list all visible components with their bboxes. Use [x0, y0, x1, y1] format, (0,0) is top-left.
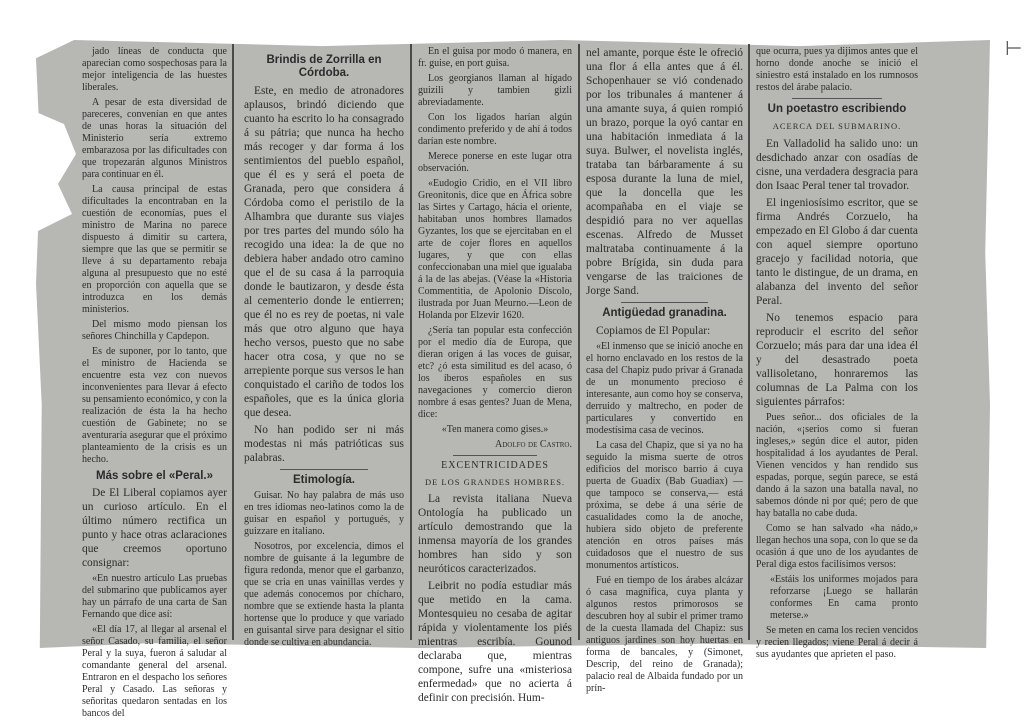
paragraph: Del mismo modo piensan los señores Chinchilla y Capdepon. — [82, 319, 227, 342]
column-rule — [748, 44, 750, 640]
column-4 — [586, 46, 743, 698]
paragraph: Es de suponer, por lo tanto, que el ministro de Hacienda se encuentre esta vez con nuevos inconvenientes para llevar á efecto su pensamiento económico, y con la realización de ésta la ha hecho cuestión de Gabinete; no se aventuraría asegurar que el próximo planteamiento de la crisis es un hecho. — [82, 346, 227, 465]
paragraph: La revista italiana Nueva Ontología ha publicado un artículo demostrando que la inmensa mayoría de los grandes hombres han sido y son neuróticos caracterizados. — [418, 493, 572, 575]
quote: «Ten manera como gises.» — [441, 424, 549, 435]
divider — [453, 455, 538, 456]
column-5 — [756, 46, 918, 664]
paragraph: Nosotros, por excelencia, dimos el nombre de guisante á la legumbre de figura redonda, menor que el garbanzo, que se cria en unas vainillas verdes y que además conocemos por chícharo, nombre que se extiende hasta la planta hortense que lo produce y que variado en guisantal sirve para designar el sitio donde se cultiva en abundancia. — [244, 541, 404, 649]
paragraph: A pesar de esta diversidad de pareceres, convenían en que antes de unas horas la situación del Ministerio sería extremo embarazosa por las dificultades con que tropezarán algunos Ministros para continuar en él. — [82, 97, 227, 180]
paragraph: En Valladolid ha salido uno: un desdichado anzar con osadías de cisne, una verdadera desgracia para don Isaac Peral tener tal trovador. — [756, 137, 918, 192]
section-heading: Antigüedad granadina. — [602, 307, 727, 319]
paragraph: El ingeniosísimo escritor, que se firma Andrés Corzuelo, ha empezado en El Globo á dar cuenta con aquel siempre oportuno gracejo y facilidad notoria, que tanto le distingue, de un drama, en alabanza del invento del señor Peral. — [756, 196, 918, 307]
paragraph: «El inmenso que se inició anoche en el horno enclavado en los restos de la casa del Chapiz pudo privar á Granada de un monumento precioso é interesante, aun como hoy se conserva, derruido y maltrecho, en poder de particulares y convertido en modestísima casa de vecinos. — [586, 340, 743, 436]
paragraph: «Eudogio Cridio, en el VII libro Greonitonis, dice que en África sobre las Sirtes y Cartago, hácia el oriente, habitaban unos hombres llamados Gyzantes, los que se ejercitaban en el arte de cojer flores en aquellos lugares, y que con ellas confeccionaban una miel que igualaba á la de las abejas. (Véase la «Historia Commentitia, de Apolonio Díscolo, ilustrada por Juan Meurno.—Leon de Holanda por Elzevir 1620. — [418, 178, 572, 321]
paragraph: En el guisa por modo ó manera, en fr. guise, en port guisa. — [418, 46, 572, 69]
paragraph: que ocurra, pues ya dijimos antes que el horno donde anoche se inició el siniestro está instalado en los rumnosos restos del árabe palacio. — [756, 46, 918, 93]
paragraph: Este, en medio de atronadores aplausos, brindó diciendo que cuanto ha escrito lo ha consagrado á su pátria; que nunca ha hecho más recoger y dar forma á los sentimientos del pueblo español, que él es y será el poeta de Granada, pero que considera á Córdoba como el peristilo de la Alhambra que durante sus viajes por tres partes del mundo sólo ha recogido una idea: la de que no debiera haber andado otro camino que el de su casa á la parroquia donde le bautizaron, y desde ésta al cementerio donde le entierren; que él no es rey de poetas, ni vale más que otro alguno que haya hecho versos, puesto que no sabe hacer otra cosa, y que no se arrepiente porque sus versos le han conquistado el cariño de todos los españoles, que es la única gloria que desea. — [244, 84, 404, 419]
divider — [280, 469, 368, 470]
paragraph: La casa del Chapiz, que si ya no ha seguido la misma suerte de otros edificios del morisco barrio á cuya puerta de Guadix (Bab Guadiax) — que tampoco se conserva,— está próxima, se debe á una série de casualidades como la de anoche, hubiera sido objeto de preferente atención en otros países más cuidadosos que el nuestro de sus monumentos artísticos. — [586, 439, 743, 571]
divider — [621, 302, 707, 303]
section-heading: EXCENTRICIDADES — [441, 460, 549, 471]
paragraph: No han podido ser ni más modestas ni más patrióticas sus palabras. — [244, 423, 404, 464]
paragraph: De El Liberal copiamos ayer un curioso artículo. En el último número rectifica un punto y hace otras aclaraciones que creemos oportuno consignar: — [82, 487, 227, 569]
paragraph: Guisar. No hay palabra de más uso en tres idiomas neo-latinos como la de guisar en español y portugués, y guizzare en italiano. — [244, 490, 404, 538]
column-1 — [82, 46, 227, 723]
crop-mark-icon: ⊢ — [1005, 36, 1023, 60]
paragraph: No tenemos espacio para reproducir el escrito del señor Corzuelo; más para dar una idea él y del desastrado poeta vallisoletano, honraremos las columnas de La Palma con los siguientes párrafos: — [756, 311, 918, 408]
section-heading: Un poetastro escribiendo — [767, 103, 907, 115]
section-heading: Etimología. — [293, 473, 355, 486]
section-heading: Más sobre el «Peral.» — [96, 470, 213, 482]
section-subheading: ACERCA DEL SUBMARINO. — [772, 120, 902, 131]
divider — [792, 98, 881, 99]
paragraph: Con los ligados harían algún condimento preferido y de ahí á todos darían este nombre. — [418, 112, 572, 147]
paragraph: jado líneas de conducta que aparecian como sospechosas para la mejor inteligencia de las huestes liberales. — [82, 46, 227, 93]
paragraph: ¿Sería tan popular esta confección por el medio día de Europa, que dieran origen á las voces de guisar, etc? ¿ó esta similitud es del acaso, ó los íberos españoles en sus navegaciones y comercio dieron nombre á esas gentes? Juan de Mena, dice: — [418, 325, 572, 420]
paragraph: Se meten en cama los recien vencidos y recien llegados; viene Peral á decir á sus ayudantes que aprieten el paso. — [756, 624, 918, 660]
paragraph: nel amante, porque éste le ofreció una flor á ella antes que á él. Schopenhauer se vió condenado por los tribunales á mantener á una amante suya, á quien rompió un brazo, porque la oyó cantar en una habitación inmediata á la suya. Bulwer, el novelista inglés, trataba tan bárbaramente á su esposa durante la luna de miel, que la doncella que les acompañaba en el viaje se despidió para no ver aquellas escenas. Alfredo de Musset maltrataba continuamente á la pobre Brígida, sin duda para vengarse de las traiciones de Jorge Sand. — [586, 47, 743, 297]
paragraph: «En nuestro artículo Las pruebas del submarino que publicamos ayer hay un párrafo de una carta de San Fernando que dice así: — [82, 573, 227, 620]
paragraph: Los georgianos llaman al hígado guizili y tambien gizli abreviadamente. — [418, 73, 572, 108]
column-rule — [410, 44, 412, 640]
section-heading: Brindis de Zorrilla en Córdoba. — [266, 54, 382, 79]
column-3 — [418, 46, 572, 708]
signature: Adolfo de Castro. — [494, 439, 572, 450]
column-2 — [244, 50, 404, 652]
column-rule — [578, 44, 580, 640]
paragraph: Pues señor... dos oficiales de la nación, «¡serios como si fueran ingleses,» según dice el autor, piden hospitalidad á los ayudantes de Peral. Vienen vencidos y han rendido sus espadas, porque, según parece, se está dando á la sazon una batalla naval, no sabemos dónde ni por qué; pero de que hay batalla no cabe duda. — [756, 411, 918, 519]
section-subheading: DE LOS GRANDES HOMBRES. — [424, 477, 566, 487]
column-rule — [232, 44, 234, 640]
paragraph: Como se han salvado «ha nádo,» llegan hechos una sopa, con lo que se da ocasión á que uno de los ayudantes de Peral diga estos facilísimos versos: — [756, 522, 918, 570]
paragraph: La causa principal de estas dificultades la encontraban en la cuestión de economías, pues el ministro de Marina no parece dispuesto á dimitir su cartera, siempre que las que se permitir se lleve á su departamento rebaja alguna al presupuesto que no esté en proporción con aquella que se introduzca en los demás ministerios. — [82, 184, 227, 315]
paragraph: Merece ponerse en este lugar otra observación. — [418, 151, 572, 174]
paragraph: «El día 17, al llegar al arsenal el señor Casado, su familia, el señor Peral y la suya, fueron á saludar al comandante general del arsenal. Entraron en el despacho los señores Peral y Casado. Las señoras y señoritas quedaron sentadas en los bancos del — [82, 624, 227, 719]
verse: «Estáis los uniformes mojados para reforzarse ¡Luego se hallarán conformes En cama pronto meterse.» — [770, 573, 918, 621]
paragraph: Copiamos de El Popular: — [596, 324, 711, 337]
paragraph: Leibrit no podía estudiar más que metido en la cama. Montesquieu no cesaba de agitar rápida y violentamente los piés mientras escribía. Gounod declaraba que, mientras compone, sufre una «misteriosa enfermedad» que no acierta á definir con precisión. Hum- — [418, 580, 572, 704]
paragraph: Fué en tiempo de los árabes alcázar ó casa magnífica, cuya planta y algunos restos primorosos se descubren hoy al subir el primer tramo de la cuesta llamada del Chapiz: sus antiguos jardines son hoy huertas en forma de bancales, y (Simonet, Descrip, del reino de Granada); palacio real de Albaida fundado por un prín- — [586, 574, 743, 694]
